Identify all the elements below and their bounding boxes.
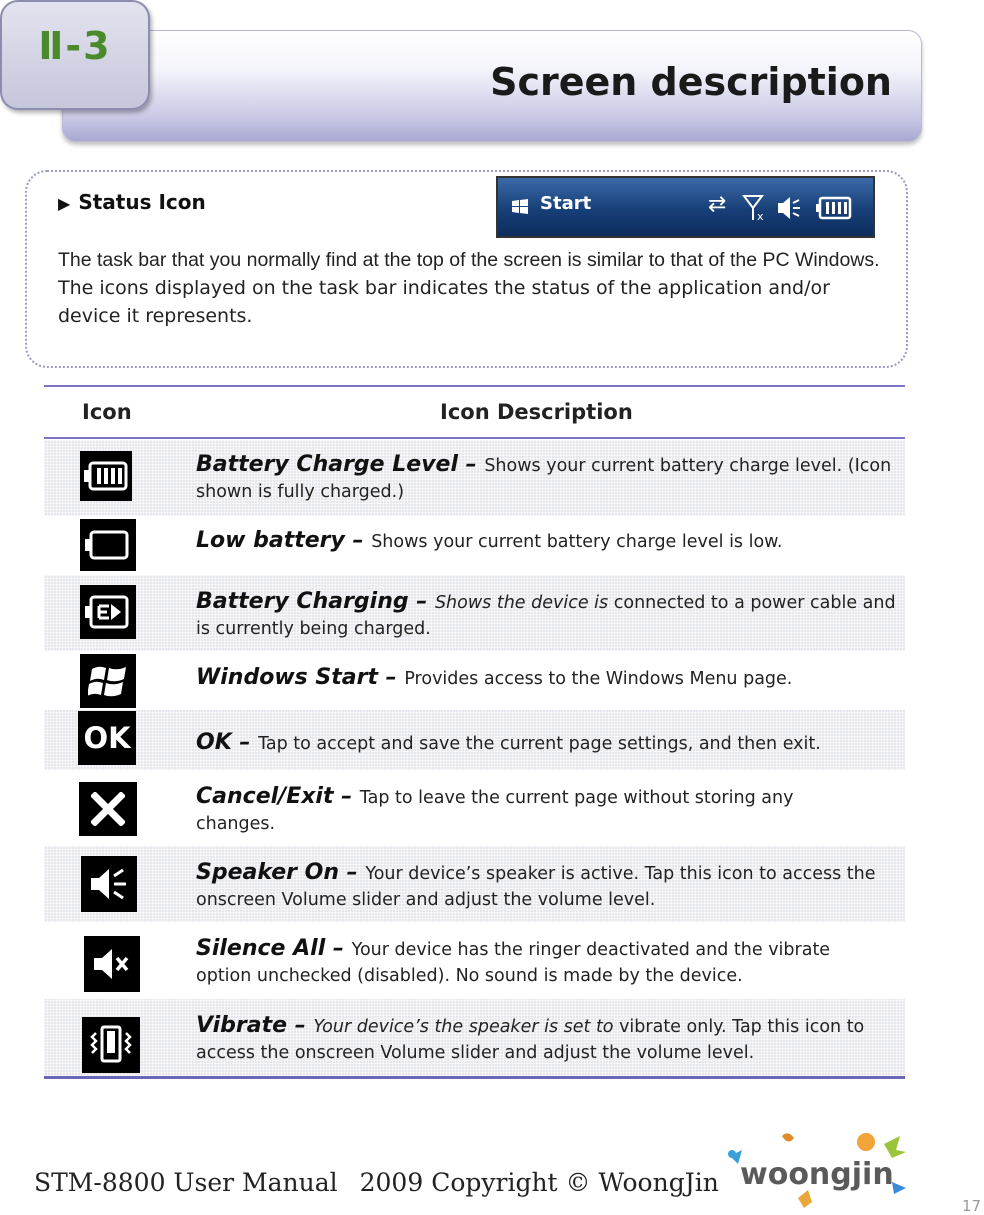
row-description: Vibrate – Your device’s the speaker is set to vibrate only. Tap this icon to access the onscreen Volume slider and adjust the volume level. [196,1013,865,1063]
row-description: OK – Tap to accept and save the current page settings, and then exit. [196,730,821,755]
speaker-on-icon [81,856,137,912]
svg-text:woongjin: woongjin [740,1157,894,1192]
table-bottom-rule [44,1076,905,1079]
row-description: Speaker On – Your device’s speaker is active. Tap this icon to access the onscreen Volume slider and adjust the volume level. [196,860,876,910]
table-row [44,846,905,922]
battery-low-icon [80,519,136,571]
row-description: Cancel/Exit – Tap to leave the current page without storing any changes. [196,784,794,834]
woongjin-logo [724,1128,910,1212]
column-header-description: Icon Description [440,400,633,424]
sync-icon: ⇄ [708,192,727,217]
speaker-icon [776,194,802,222]
battery-icon [816,196,852,220]
table-row [44,440,905,516]
row-description: Battery Charging – Shows the device is connected to a power cable and is currently being charged. [196,589,896,639]
table-top-rule [44,385,905,387]
status-icon-heading: ▶ Status Icon [58,190,206,214]
svg-text:x: x [757,210,764,222]
table-row [44,575,905,651]
page-title: Screen description [490,60,892,104]
triangle-bullet-icon: ▶ [58,194,71,213]
cancel-icon [79,782,137,836]
row-description: Battery Charge Level – Shows your current battery charge level. (Icon shown is fully charged.) [196,452,892,502]
ok-icon: OK [78,711,136,765]
table-row [44,770,905,846]
table-row [44,710,905,770]
row-description: Low battery – Shows your current battery charge level is low. [196,528,783,553]
status-description: The task bar that you normally find at the top of the screen is similar to that of the PC Windows. The icons displayed on the task bar indicates the status of the application and/or device it represents. [58,249,880,327]
battery-full-icon [80,451,132,501]
windows-start-icon [80,654,136,708]
column-header-icon: Icon [82,400,132,424]
table-row [44,922,905,999]
section-number: Ⅱ-3 [38,24,112,68]
silence-all-icon [84,936,140,992]
no-signal-icon [742,194,768,222]
row-description: Silence All – Your device has the ringer deactivated and the vibrate option unchecked (disabled). No sound is made by the device. [196,936,831,986]
taskbar-screenshot [496,176,875,238]
table-row [44,999,905,1076]
windows-logo-icon [510,197,530,217]
row-description: Windows Start – Provides access to the Windows Menu page. [196,665,793,690]
table-row [44,516,905,574]
table-header-rule [44,437,905,439]
footer-text: STM-8800 User Manual 2009 Copyright © WoongJin [34,1168,719,1197]
vibrate-icon [82,1017,140,1073]
table-row [44,651,905,709]
taskbar-start-label: Start [540,193,592,214]
battery-charging-icon [80,585,136,639]
page-number: 17 [962,1197,982,1215]
